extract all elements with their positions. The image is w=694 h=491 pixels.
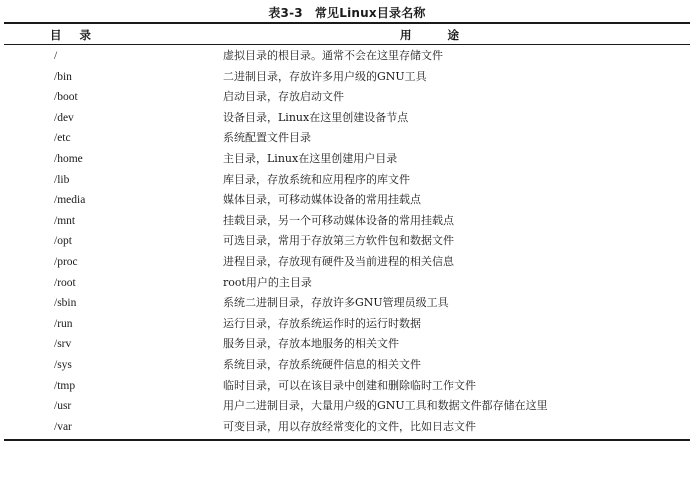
- usage-cell: 二进制目录，存放许多用户级的GNU工具: [223, 69, 427, 83]
- usage-cell: 设备目录，Linux在这里创建设备节点: [223, 110, 409, 124]
- table-row: [4, 396, 690, 417]
- usage-cell: 运行目录，存放系统运作时的运行时数据: [223, 316, 421, 330]
- usage-cell: 挂载目录，另一个可移动媒体设备的常用挂载点: [223, 213, 454, 227]
- usage-cell: 系统二进制目录，存放许多GNU管理员级工具: [223, 296, 449, 310]
- directory-cell: /proc: [54, 255, 78, 268]
- table-row: [4, 334, 690, 355]
- usage-cell: 主目录，Linux在这里创建用户目录: [223, 151, 398, 165]
- table-bottom-rule: [4, 439, 690, 441]
- usage-cell: 临时目录，可以在该目录中创建和删除临时工作文件: [223, 378, 476, 392]
- directory-cell: /sbin: [54, 297, 77, 310]
- table-header: [4, 24, 690, 44]
- header-directory: 目录: [50, 28, 109, 42]
- directory-cell: /run: [54, 317, 73, 330]
- usage-cell: 可选目录，常用于存放第三方软件包和数据文件: [223, 234, 454, 248]
- usage-cell: 服务目录，存放本地服务的相关文件: [223, 337, 399, 351]
- directory-cell: /media: [54, 194, 86, 207]
- directory-cell: /mnt: [54, 214, 76, 227]
- usage-cell: 虚拟目录的根目录。通常不会在这里存储文件: [223, 49, 443, 62]
- header-usage: 用途: [400, 28, 495, 42]
- table-row: [4, 211, 690, 232]
- table-row: [4, 252, 690, 273]
- table-row: [4, 376, 690, 397]
- table-caption: [0, 4, 694, 21]
- usage-cell: 启动目录，存放启动文件: [223, 90, 344, 104]
- table-row: [4, 190, 690, 211]
- table-row: [4, 273, 690, 294]
- directory-table: [4, 22, 690, 441]
- table-row: [4, 314, 690, 335]
- usage-cell: 用户二进制目录，大量用户级的GNU工具和数据文件都存储在这里: [223, 399, 548, 413]
- usage-cell: 进程目录，存放现有硬件及当前进程的相关信息: [223, 254, 454, 268]
- directory-cell: /etc: [54, 132, 71, 145]
- usage-cell: 媒体目录，可移动媒体设备的常用挂载点: [223, 193, 421, 207]
- directory-cell: /lib: [54, 173, 70, 186]
- table-title: 常见Linux目录名称: [314, 6, 426, 20]
- table-row: [4, 67, 690, 88]
- directory-cell: /: [54, 50, 58, 62]
- table-row: [4, 355, 690, 376]
- table-row: [4, 170, 690, 191]
- directory-cell: /usr: [54, 400, 72, 413]
- directory-cell: /opt: [54, 235, 72, 248]
- directory-cell: /srv: [54, 338, 72, 351]
- table-row: [4, 108, 690, 129]
- directory-cell: /tmp: [54, 379, 76, 392]
- usage-cell: 可变目录，用以存放经常变化的文件，比如日志文件: [223, 419, 476, 433]
- directory-cell: /sys: [54, 358, 72, 371]
- table-body: [4, 45, 690, 439]
- table-row: [4, 46, 690, 67]
- usage-cell: 系统目录，存放系统硬件信息的相关文件: [223, 357, 421, 371]
- usage-cell: 系统配置文件目录: [223, 131, 311, 145]
- table-row: [4, 87, 690, 108]
- table-number: 表3-3: [268, 6, 303, 20]
- usage-cell: root用户的主目录: [223, 275, 312, 289]
- directory-cell: /bin: [54, 70, 72, 83]
- table-row: [4, 417, 690, 438]
- table-row: [4, 149, 690, 170]
- directory-cell: /var: [54, 420, 72, 433]
- directory-cell: /dev: [54, 111, 74, 124]
- table-row: [4, 231, 690, 252]
- directory-cell: /home: [54, 152, 83, 165]
- directory-cell: /root: [54, 276, 76, 289]
- usage-cell: 库目录，存放系统和应用程序的库文件: [223, 172, 410, 186]
- table-row: [4, 293, 690, 314]
- table-row: [4, 128, 690, 149]
- directory-cell: /boot: [54, 91, 78, 104]
